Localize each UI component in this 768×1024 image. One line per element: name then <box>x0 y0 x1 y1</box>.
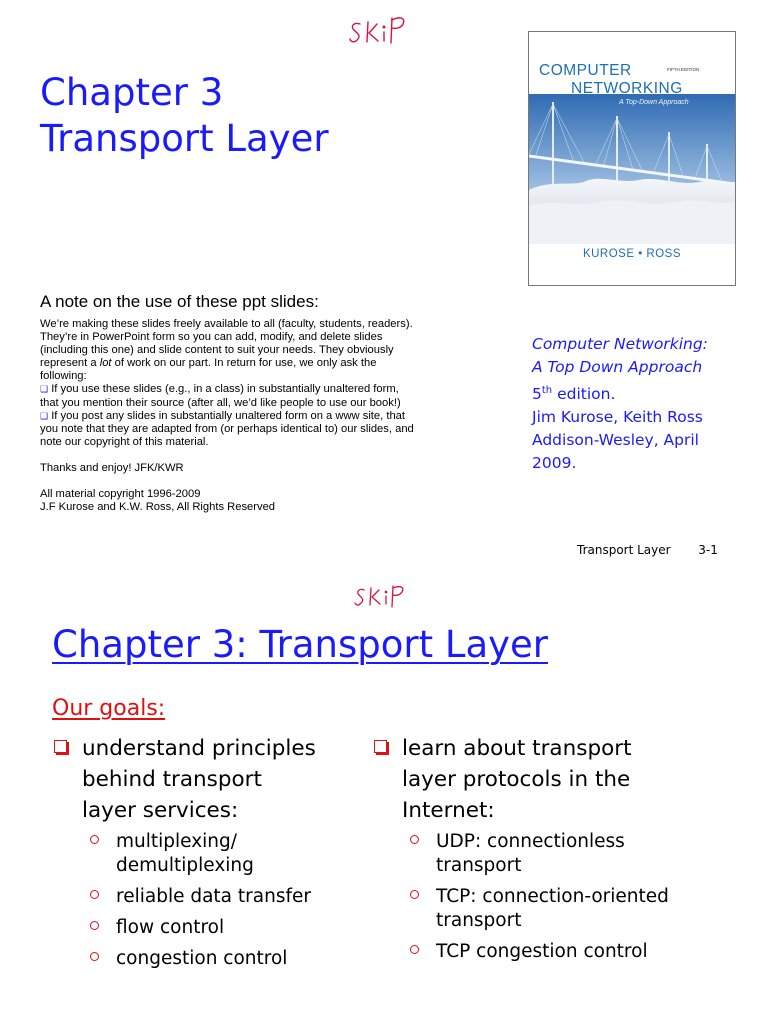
cover-edition-badge: FIFTH EDITION <box>667 67 700 72</box>
cover-title-line2: NETWORKING <box>571 80 683 97</box>
book-year: 2009. <box>532 454 577 473</box>
goal-subitem-line: demultiplexing <box>116 855 254 876</box>
circle-bullet-icon <box>410 835 419 844</box>
slide1-title-line1: Chapter 3 <box>40 71 224 114</box>
square-bullet-icon <box>54 740 67 753</box>
square-bullet-icon: ❏ <box>40 410 49 421</box>
note-line-suffix: of work on our part. In return for use, we only ask the <box>111 357 377 370</box>
goal-main-line: Internet: <box>402 798 495 823</box>
note-line: (including this one) and slide content to suit your needs. They obviously <box>40 344 394 357</box>
note-bullet-text: If you use these slides (e.g., in a class) in substantially unaltered form, <box>51 383 399 396</box>
book-edition <box>532 379 708 406</box>
goal-subitem-line: TCP: connection-oriented <box>436 886 669 907</box>
goal-subitem-line: congestion control <box>116 948 288 969</box>
goal-subitem-line: flow control <box>116 917 225 938</box>
note-line <box>40 357 480 370</box>
goal-subitems <box>374 830 744 964</box>
note-line: We’re making these slides freely available to all (faculty, students, readers). <box>40 318 413 330</box>
slide1-title-line2: Transport Layer <box>40 117 329 160</box>
skip-scribble-slide2 <box>352 580 418 610</box>
note-line: note our copyright of this material. <box>40 435 209 448</box>
book-title-line2: A Top Down Approach <box>532 358 703 376</box>
goal-subitem <box>88 885 354 909</box>
goal-subitem-line: transport <box>436 855 522 876</box>
square-bullet-icon: ❏ <box>40 384 49 395</box>
circle-bullet-icon <box>90 890 99 899</box>
note-copyright: All material copyright 1996-2009 <box>40 488 201 501</box>
goal-subitem <box>408 885 744 933</box>
goal-subitem <box>88 830 354 878</box>
goal-subitem-line: transport <box>436 910 522 931</box>
slide2-title: Chapter 3: Transport Layer <box>52 623 548 666</box>
cover-subtitle: A Top-Down Approach <box>619 99 689 106</box>
note-line-prefix: represent a <box>40 357 100 370</box>
goal-main-line: layer protocols in the <box>402 767 631 792</box>
book-cover <box>528 31 736 286</box>
goals-left-column <box>54 733 354 978</box>
goal-subitems <box>54 830 354 971</box>
slide1-footer <box>577 543 718 557</box>
goal-main-line: layer services: <box>82 798 239 823</box>
note-bullet <box>40 383 480 396</box>
book-info <box>532 333 708 475</box>
circle-bullet-icon <box>90 952 99 961</box>
circle-bullet-icon <box>90 921 99 930</box>
circle-bullet-icon <box>410 945 419 954</box>
cover-title-line1: COMPUTER <box>539 62 632 79</box>
note-line-emphasis: lot <box>99 357 112 370</box>
circle-bullet-icon <box>410 890 419 899</box>
book-authors: Jim Kurose, Keith Ross <box>532 408 703 427</box>
goal-subitem-line: UDP: connectionless <box>436 831 625 852</box>
edition-number: 5 <box>532 385 542 404</box>
note-body <box>40 318 480 514</box>
goal-main-line: understand principles <box>82 736 316 761</box>
skip-scribble-top <box>346 8 416 48</box>
goal-main-line: behind transport <box>82 767 262 792</box>
goal-subitem-line: reliable data transfer <box>116 886 311 907</box>
edition-suffix: th <box>541 385 553 396</box>
edition-text: edition. <box>552 385 616 404</box>
bridge-illustration <box>529 94 735 244</box>
note-copyright: J.F Kurose and K.W. Ross, All Rights Reserved <box>40 501 276 514</box>
cover-authors: KUROSE • ROSS <box>582 248 682 260</box>
book-publisher: Addison-Wesley, April <box>532 431 699 450</box>
footer-page-number: 3-1 <box>698 543 718 557</box>
circle-bullet-icon <box>90 835 99 844</box>
slide1-title <box>40 70 329 162</box>
note-line: you note that they are adapted from (or perhaps identical to) our slides, and <box>40 422 414 435</box>
goals-heading: Our goals: <box>52 696 166 721</box>
note-line: They’re in PowerPoint form so you can add, modify, and delete slides <box>40 331 383 344</box>
goal-subitem-line: TCP congestion control <box>436 941 648 962</box>
note-line: following: <box>40 370 87 383</box>
note-line: that you mention their source (after all, we’d like people to use our book!) <box>40 396 401 409</box>
goal-subitem <box>408 940 744 964</box>
note-bullet <box>40 410 480 423</box>
goal-main-item <box>54 733 354 826</box>
note-thanks: Thanks and enjoy! JFK/KWR <box>40 461 184 474</box>
goals-right-column <box>374 733 744 971</box>
book-title-line1: Computer Networking: <box>532 335 708 353</box>
note-heading: A note on the use of these ppt slides: <box>40 292 319 311</box>
goal-subitem <box>88 947 354 971</box>
note-bullet-text: If you post any slides in substantially unaltered form on a www site, that <box>51 409 406 422</box>
footer-label: Transport Layer <box>577 543 671 557</box>
goal-main-item <box>374 733 744 826</box>
goal-subitem-line: multiplexing/ <box>116 831 238 852</box>
goal-subitem <box>408 830 744 878</box>
goal-main-line: learn about transport <box>402 736 632 761</box>
goal-subitem <box>88 916 354 940</box>
square-bullet-icon <box>374 740 387 753</box>
